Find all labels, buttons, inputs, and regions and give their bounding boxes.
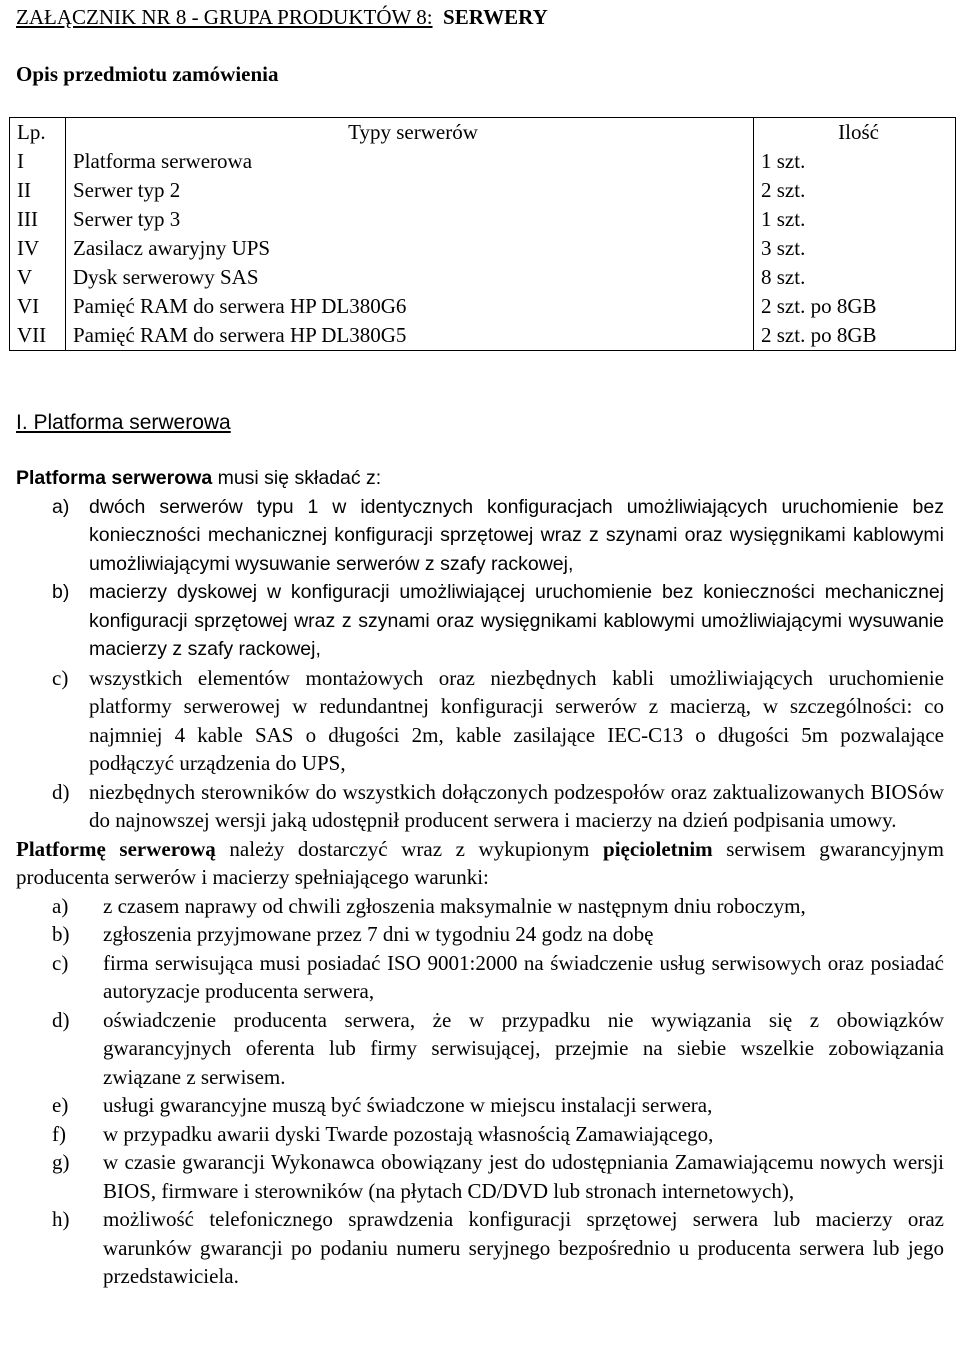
item-text: zgłoszenia przyjmowane przez 7 dni w tygodniu 24 godz na dobę	[103, 922, 654, 946]
list-item	[16, 664, 944, 778]
list-item	[16, 949, 944, 1006]
section-body	[16, 464, 944, 1291]
item-label: d)	[52, 1007, 70, 1032]
item-label: c)	[52, 950, 69, 975]
components-list	[16, 493, 944, 835]
row-lp: VII	[10, 321, 66, 351]
row-qty: 1 szt.	[754, 147, 956, 176]
row-qty: 8 szt.	[754, 263, 956, 292]
row-lp: I	[10, 147, 66, 176]
item-text: firma serwisująca musi posiadać ISO 9001:2000 na świadczenie usług serwisowych oraz posiadać autoryzacje producenta serwera,	[103, 950, 944, 1003]
products-table	[9, 117, 956, 351]
row-type: Zasilacz awaryjny UPS	[66, 234, 754, 263]
row-lp: II	[10, 176, 66, 205]
row-qty: 1 szt.	[754, 205, 956, 234]
intro-rest: musi się składać z:	[212, 467, 382, 489]
item-text: macierzy dyskowej w konfiguracji umożliwiającej uruchomienie bez konieczności mechanicznej konfiguracji sprzętowej wraz z szynami oraz wysięgnikami kablowymi umożliwiającymi wysuwanie macierzy z szafy rackowej,	[89, 581, 944, 660]
list-item	[16, 1006, 944, 1092]
list-item	[16, 892, 944, 921]
document-subtitle: Opis przedmiotu zamówienia	[16, 62, 279, 86]
item-text: oświadczenie producenta serwera, że w przypadku nie wywiązania się z obowiązków gwarancyjnych oferenta lub firmy serwisującej, przejmie na siebie wszelkie zobowiązania związane z serwisem.	[103, 1007, 944, 1089]
table-row	[10, 205, 956, 234]
item-label: b)	[52, 922, 70, 946]
item-label: h)	[52, 1207, 70, 1231]
row-type: Platforma serwerowa	[66, 147, 754, 176]
item-text: dwóch serwerów typu 1 w identycznych konfiguracjach umożliwiających uruchomienie bez konieczności mechanicznej konfiguracji sprzętowej wraz z szynami oraz wysięgnikami kablowymi umożliwiającymi wysuwanie serwerów z szafy rackowej,	[89, 495, 944, 575]
row-type: Pamięć RAM do serwera HP DL380G5	[66, 321, 754, 351]
intro-bold: Platforma serwerowa	[16, 467, 213, 489]
item-label: a)	[52, 893, 69, 918]
row-lp: V	[10, 263, 66, 292]
table-row	[10, 176, 956, 205]
row-qty: 2 szt. po 8GB	[754, 321, 956, 351]
item-text: wszystkich elementów montażowych oraz niezbędnych kabli umożliwiających uruchomienie platformy serwerowej w redundantnej konfiguracji serwerów z macierzą, w szczególności: co najmniej 4 kable SAS o długości 2m, kable zasilające IEC-C13 o długości 5m pozwalające podłączyć urządzenia do UPS,	[89, 665, 944, 775]
item-text: z czasem naprawy od chwili zgłoszenia maksymalnie w następnym dniu roboczym,	[103, 893, 806, 918]
table-row	[10, 147, 956, 176]
warranty-text-1: należy dostarczyć wraz z wykupionym	[215, 836, 604, 861]
row-lp: III	[10, 205, 66, 234]
table-row	[10, 321, 956, 351]
row-lp: VI	[10, 292, 66, 321]
row-type: Pamięć RAM do serwera HP DL380G6	[66, 292, 754, 321]
list-item	[16, 778, 944, 835]
item-text: w czasie gwarancji Wykonawca obowiązany jest do udostępniania Zamawiającemu nowych wersji BIOS, firmware i sterowników (na płytach CD/DVD lub stronach internetowych),	[103, 1150, 944, 1203]
list-item	[16, 1205, 944, 1291]
row-type: Dysk serwerowy SAS	[66, 263, 754, 292]
warranty-bold-2: pięcioletnim	[603, 836, 713, 861]
header-qty: Ilość	[754, 118, 956, 148]
list-item	[16, 1148, 944, 1205]
item-text: niezbędnych sterowników do wszystkich dołączonych podzespołów oraz zaktualizowanych BIOSów do najnowszej wersji jaką udostępnił producent serwera i macierzy na dzień podpisania umowy.	[89, 779, 944, 832]
item-text: możliwość telefonicznego sprawdzenia konfiguracji sprzętowej serwera lub macierzy oraz warunków gwarancji po podaniu numeru seryjnego bezpośrednio u producenta serwera lub jego przedstawiciela.	[103, 1207, 944, 1288]
header-prefix: ZAŁĄCZNIK NR 8 - GRUPA PRODUKTÓW 8:	[16, 5, 433, 29]
warranty-paragraph	[16, 835, 944, 892]
conditions-list	[16, 892, 944, 1291]
warranty-text-2: serwisem gwarancyjnym producenta serwerów i macierzy spełniającego warunki:	[16, 836, 944, 889]
table-header-row	[10, 118, 956, 148]
list-item	[16, 1091, 944, 1120]
item-label: e)	[52, 1093, 69, 1117]
section-intro	[16, 464, 944, 493]
row-qty: 2 szt.	[754, 176, 956, 205]
item-text: usługi gwarancyjne muszą być świadczone w miejscu instalacji serwera,	[103, 1093, 713, 1117]
list-item	[16, 1120, 944, 1149]
header-main: SERWERY	[443, 5, 548, 29]
row-qty: 2 szt. po 8GB	[754, 292, 956, 321]
document-header	[16, 3, 548, 32]
item-label: g)	[52, 1150, 70, 1174]
item-label: a)	[52, 495, 70, 518]
table-row	[10, 234, 956, 263]
section-title: I. Platforma serwerowa	[16, 411, 231, 434]
row-lp: IV	[10, 234, 66, 263]
item-label: b)	[52, 581, 70, 603]
warranty-bold-1: Platformę serwerową	[16, 836, 216, 861]
table-row	[10, 292, 956, 321]
table-row	[10, 263, 956, 292]
header-types: Typy serwerów	[66, 118, 754, 148]
list-item	[16, 578, 944, 664]
list-item	[16, 493, 944, 579]
item-label: f)	[52, 1121, 66, 1146]
item-label: c)	[52, 665, 69, 690]
header-lp: Lp.	[10, 118, 66, 148]
row-type: Serwer typ 3	[66, 205, 754, 234]
item-text: w przypadku awarii dyski Twarde pozostają własnością Zamawiającego,	[103, 1121, 714, 1146]
item-label: d)	[52, 779, 70, 804]
row-type: Serwer typ 2	[66, 176, 754, 205]
row-qty: 3 szt.	[754, 234, 956, 263]
list-item	[16, 920, 944, 949]
